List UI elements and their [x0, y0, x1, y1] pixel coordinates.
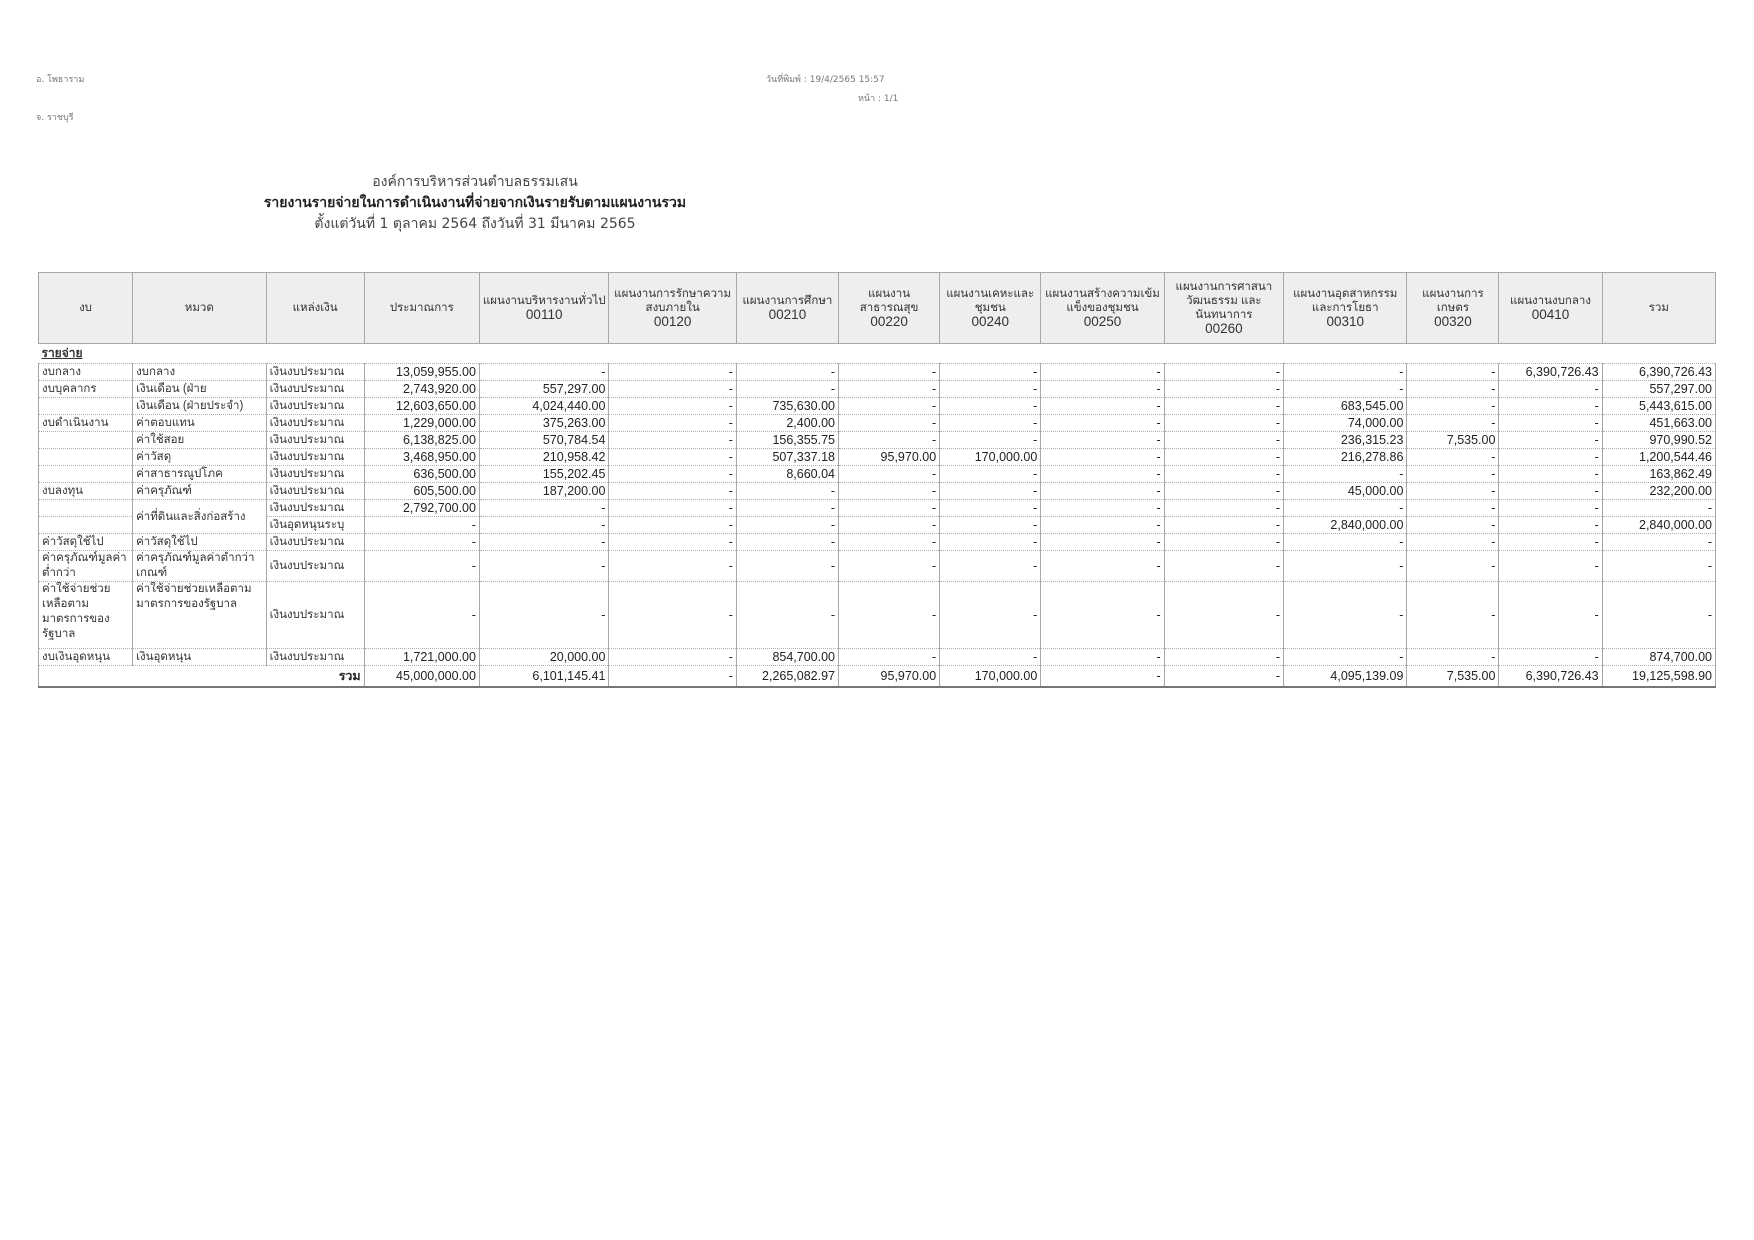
table-row	[39, 582, 1716, 649]
col-header-00410: แผนงานงบกลาง 00410	[1499, 273, 1602, 344]
cell-category: ค่าตอบแทน	[133, 415, 267, 432]
cell-group	[39, 500, 133, 517]
cell-value: -	[839, 432, 940, 449]
col-header-estimate: ประมาณการ	[364, 273, 479, 344]
cell-value: -	[940, 415, 1041, 432]
cell-value: -	[1041, 381, 1164, 398]
cell-value: -	[1284, 649, 1407, 666]
org-name: องค์การบริหารส่วนตำบลธรรมเสน	[372, 174, 578, 190]
col-header-00250: แผนงานสร้างความเข้มแข็งของชุมชน 00250	[1041, 273, 1164, 344]
cell-source: เงินงบประมาณ	[266, 534, 364, 551]
cell-value: -	[940, 364, 1041, 381]
cell-category: ค่าวัสดุ	[133, 449, 267, 466]
cell-value: -	[479, 500, 608, 517]
cell-value: 4,024,440.00	[479, 398, 608, 415]
province-label: จ. ราชบุรี	[36, 113, 74, 123]
cell-value: -	[479, 517, 608, 534]
cell-total: 970,990.52	[1602, 432, 1715, 449]
cell-value: -	[1407, 551, 1499, 582]
cell-value: -	[839, 551, 940, 582]
cell-value: 2,792,700.00	[364, 500, 479, 517]
cell-value: -	[1164, 500, 1283, 517]
cell-value: -	[839, 517, 940, 534]
table-row	[39, 381, 1716, 398]
report-title: รายงานรายจ่ายในการดำเนินงานที่จ่ายจากเงินรายรับตามแผนงานรวม	[263, 195, 687, 211]
cell-value: 74,000.00	[1284, 415, 1407, 432]
cell-source: เงินงบประมาณ	[266, 415, 364, 432]
cell-source: เงินงบประมาณ	[266, 364, 364, 381]
cell-value: 3,468,950.00	[364, 449, 479, 466]
expense-table	[38, 272, 1716, 688]
cell-value: -	[839, 649, 940, 666]
cell-value: -	[609, 432, 736, 449]
cell-value: -	[1499, 500, 1602, 517]
cell-group: ค่าใช้จ่ายช่วยเหลือตามมาตรการของรัฐบาล	[39, 582, 133, 649]
cell-group: ค่าครุภัณฑ์มูลค่าต่ำกว่า	[39, 551, 133, 582]
cell-value: -	[1499, 483, 1602, 500]
cell-source: เงินงบประมาณ	[266, 466, 364, 483]
cell-value: -	[479, 551, 608, 582]
cell-value: -	[1164, 364, 1283, 381]
cell-value: -	[1499, 649, 1602, 666]
cell-total: -	[1602, 551, 1715, 582]
cell-value: 1,229,000.00	[364, 415, 479, 432]
cell-value: -	[736, 500, 838, 517]
cell-value: -	[940, 517, 1041, 534]
cell-value: 375,263.00	[479, 415, 608, 432]
cell-value: -	[839, 483, 940, 500]
cell-value: -	[736, 517, 838, 534]
total-value: 7,535.00	[1407, 666, 1499, 688]
table-row	[39, 432, 1716, 449]
cell-total: 5,443,615.00	[1602, 398, 1715, 415]
cell-value: -	[609, 466, 736, 483]
cell-category: ค่าใช้จ่ายช่วยเหลือตามมาตรการของรัฐบาล	[133, 582, 267, 649]
cell-group	[39, 449, 133, 466]
cell-value: 12,603,650.00	[364, 398, 479, 415]
cell-value: -	[940, 582, 1041, 649]
cell-source: เงินงบประมาณ	[266, 649, 364, 666]
total-value: 170,000.00	[940, 666, 1041, 688]
cell-value: -	[1041, 415, 1164, 432]
cell-value: -	[609, 415, 736, 432]
cell-value: -	[1164, 517, 1283, 534]
total-value: -	[1041, 666, 1164, 688]
cell-group: ค่าวัสดุใช้ไป	[39, 534, 133, 551]
cell-value: -	[940, 649, 1041, 666]
cell-group: งบกลาง	[39, 364, 133, 381]
cell-group: งบเงินอุดหนุน	[39, 649, 133, 666]
cell-value: 605,500.00	[364, 483, 479, 500]
cell-category: ค่าครุภัณฑ์	[133, 483, 267, 500]
cell-value: 735,630.00	[736, 398, 838, 415]
cell-value: -	[940, 534, 1041, 551]
cell-value: -	[1407, 449, 1499, 466]
table-row	[39, 500, 1716, 517]
col-header-source: แหล่งเงิน	[266, 273, 364, 344]
cell-value: -	[1041, 500, 1164, 517]
cell-value: -	[736, 551, 838, 582]
total-value: 6,101,145.41	[479, 666, 608, 688]
cell-value: -	[609, 649, 736, 666]
total-value: 6,390,726.43	[1499, 666, 1602, 688]
cell-value: -	[1284, 534, 1407, 551]
cell-value: -	[609, 534, 736, 551]
cell-value: -	[1041, 449, 1164, 466]
cell-value: 95,970.00	[839, 449, 940, 466]
print-date: วันที่พิมพ์ : 19/4/2565 15:57	[766, 75, 885, 85]
col-header-category: หมวด	[133, 273, 267, 344]
col-header-00120: แผนงานการรักษาความสงบภายใน 00120	[609, 273, 736, 344]
cell-value: -	[940, 551, 1041, 582]
cell-value: -	[1164, 415, 1283, 432]
cell-value: -	[609, 551, 736, 582]
cell-value: -	[479, 582, 608, 649]
cell-value: -	[1407, 466, 1499, 483]
cell-value: -	[736, 534, 838, 551]
cell-value: -	[1041, 534, 1164, 551]
cell-value: -	[1164, 483, 1283, 500]
cell-value: 2,743,920.00	[364, 381, 479, 398]
cell-value: 210,958.42	[479, 449, 608, 466]
total-value: 95,970.00	[839, 666, 940, 688]
section-row	[39, 344, 1716, 364]
cell-category: งบกลาง	[133, 364, 267, 381]
cell-value: -	[609, 483, 736, 500]
cell-value: -	[940, 483, 1041, 500]
cell-value: -	[736, 381, 838, 398]
col-header-00110: แผนงานบริหารงานทั่วไป 00110	[479, 273, 608, 344]
cell-value: -	[940, 381, 1041, 398]
cell-source: เงินงบประมาณ	[266, 483, 364, 500]
cell-total: -	[1602, 534, 1715, 551]
total-label: รวม	[39, 666, 365, 688]
cell-group	[39, 432, 133, 449]
cell-value: -	[1284, 381, 1407, 398]
cell-group: งบดำเนินงาน	[39, 415, 133, 432]
cell-category: เงินเดือน (ฝ่ายประจำ)	[133, 398, 267, 415]
cell-value: -	[839, 582, 940, 649]
cell-value: -	[364, 551, 479, 582]
cell-value: -	[839, 381, 940, 398]
cell-value: -	[1041, 551, 1164, 582]
cell-value: -	[1499, 517, 1602, 534]
cell-total: 232,200.00	[1602, 483, 1715, 500]
cell-value: -	[940, 432, 1041, 449]
cell-total: 451,663.00	[1602, 415, 1715, 432]
cell-value: 683,545.00	[1284, 398, 1407, 415]
cell-value: -	[839, 466, 940, 483]
cell-value: -	[479, 364, 608, 381]
cell-value: 6,390,726.43	[1499, 364, 1602, 381]
col-header-total: รวม	[1602, 273, 1715, 344]
cell-value: -	[609, 500, 736, 517]
cell-value: -	[609, 398, 736, 415]
cell-value: -	[1041, 364, 1164, 381]
total-value: 2,265,082.97	[736, 666, 838, 688]
cell-value: -	[1407, 381, 1499, 398]
cell-group	[39, 466, 133, 483]
table-row	[39, 364, 1716, 381]
total-value: 45,000,000.00	[364, 666, 479, 688]
cell-value: -	[940, 398, 1041, 415]
col-header-00210: แผนงานการศึกษา 00210	[736, 273, 838, 344]
page-number: หน้า : 1/1	[858, 94, 899, 104]
cell-total: 874,700.00	[1602, 649, 1715, 666]
cell-value: -	[479, 534, 608, 551]
cell-value: -	[1164, 449, 1283, 466]
cell-value: 557,297.00	[479, 381, 608, 398]
cell-value: -	[736, 483, 838, 500]
cell-value: -	[609, 517, 736, 534]
table-row	[39, 415, 1716, 432]
cell-group: งบบุคลากร	[39, 381, 133, 398]
cell-value: -	[1164, 551, 1283, 582]
table-row	[39, 649, 1716, 666]
cell-value: 8,660.04	[736, 466, 838, 483]
cell-value: 45,000.00	[1284, 483, 1407, 500]
cell-value: -	[1499, 381, 1602, 398]
cell-value: 216,278.86	[1284, 449, 1407, 466]
cell-value: -	[1164, 398, 1283, 415]
cell-value: -	[1407, 582, 1499, 649]
cell-value: -	[1499, 582, 1602, 649]
cell-category: ค่าสาธารณูปโภค	[133, 466, 267, 483]
total-row	[39, 666, 1716, 688]
total-value: -	[1164, 666, 1283, 688]
cell-source: เงินงบประมาณ	[266, 551, 364, 582]
cell-value: -	[1041, 483, 1164, 500]
cell-category: เงินเดือน (ฝ่าย	[133, 381, 267, 398]
table-row	[39, 466, 1716, 483]
cell-total: 6,390,726.43	[1602, 364, 1715, 381]
cell-value: 236,315.23	[1284, 432, 1407, 449]
section-label: รายจ่าย	[41, 346, 83, 360]
cell-total: -	[1602, 500, 1715, 517]
cell-value: -	[1041, 517, 1164, 534]
cell-value: 1,721,000.00	[364, 649, 479, 666]
cell-value: 636,500.00	[364, 466, 479, 483]
total-value: 4,095,139.09	[1284, 666, 1407, 688]
cell-value: -	[1499, 415, 1602, 432]
cell-value: -	[940, 466, 1041, 483]
table-row	[39, 398, 1716, 415]
cell-value: 187,200.00	[479, 483, 608, 500]
cell-source: เงินงบประมาณ	[266, 500, 364, 517]
cell-value: -	[1499, 466, 1602, 483]
cell-value: 2,840,000.00	[1284, 517, 1407, 534]
cell-value: -	[364, 534, 479, 551]
cell-value: -	[364, 582, 479, 649]
cell-value: -	[1407, 500, 1499, 517]
table-row	[39, 483, 1716, 500]
col-header-00320: แผนงานการเกษตร 00320	[1407, 273, 1499, 344]
cell-value: -	[1164, 534, 1283, 551]
cell-value: -	[1407, 517, 1499, 534]
header-row	[39, 273, 1716, 344]
cell-value: -	[1499, 534, 1602, 551]
cell-value: -	[1284, 551, 1407, 582]
cell-value: -	[609, 381, 736, 398]
cell-value: -	[1041, 582, 1164, 649]
col-header-00260: แผนงานการศาสนาวัฒนธรรม และนันทนาการ 00260	[1164, 273, 1283, 344]
cell-category: ค่าใช้สอย	[133, 432, 267, 449]
district-label: อ. โพธาราม	[36, 75, 85, 85]
cell-value: -	[1041, 432, 1164, 449]
cell-value: -	[1164, 649, 1283, 666]
total-value: -	[609, 666, 736, 688]
cell-value: -	[839, 534, 940, 551]
cell-value: -	[1164, 466, 1283, 483]
cell-value: -	[1284, 466, 1407, 483]
cell-total: 557,297.00	[1602, 381, 1715, 398]
cell-value: -	[1407, 415, 1499, 432]
cell-value: -	[736, 364, 838, 381]
cell-value: -	[1407, 534, 1499, 551]
cell-value: -	[609, 582, 736, 649]
cell-value: -	[1284, 364, 1407, 381]
cell-value: -	[839, 398, 940, 415]
cell-value: -	[1499, 432, 1602, 449]
cell-value: -	[839, 415, 940, 432]
table-row	[39, 551, 1716, 582]
cell-value: 854,700.00	[736, 649, 838, 666]
cell-source: เงินงบประมาณ	[266, 449, 364, 466]
cell-value: -	[839, 364, 940, 381]
col-header-00310: แผนงานอุตสาหกรรมและการโยธา 00310	[1284, 273, 1407, 344]
report-period: ตั้งแต่วันที่ 1 ตุลาคม 2564 ถึงวันที่ 31 มีนาคม 2565	[314, 216, 636, 232]
cell-value: 507,337.18	[736, 449, 838, 466]
cell-value: 7,535.00	[1407, 432, 1499, 449]
cell-value: -	[736, 582, 838, 649]
cell-value: 156,355.75	[736, 432, 838, 449]
cell-category: เงินอุดหนุน	[133, 649, 267, 666]
cell-value: -	[1164, 381, 1283, 398]
table-row	[39, 534, 1716, 551]
cell-value: 170,000.00	[940, 449, 1041, 466]
cell-source: เงินอุดหนุนระบุ	[266, 517, 364, 534]
cell-group	[39, 517, 133, 534]
cell-source: เงินงบประมาณ	[266, 381, 364, 398]
cell-value: 155,202.45	[479, 466, 608, 483]
cell-total: 163,862.49	[1602, 466, 1715, 483]
cell-source: เงินงบประมาณ	[266, 582, 364, 649]
cell-value: -	[839, 500, 940, 517]
cell-value: 570,784.54	[479, 432, 608, 449]
cell-category: ค่าวัสดุใช้ไป	[133, 534, 267, 551]
cell-value: -	[1407, 649, 1499, 666]
cell-total: 1,200,544.46	[1602, 449, 1715, 466]
cell-category: ค่าที่ดินและสิ่งก่อสร้าง	[133, 500, 267, 534]
cell-source: เงินงบประมาณ	[266, 398, 364, 415]
cell-value: -	[940, 500, 1041, 517]
cell-group: งบลงทุน	[39, 483, 133, 500]
cell-value: -	[1041, 649, 1164, 666]
cell-value: -	[1499, 551, 1602, 582]
report-titles	[240, 172, 710, 235]
cell-value: 20,000.00	[479, 649, 608, 666]
cell-source: เงินงบประมาณ	[266, 432, 364, 449]
table-row	[39, 449, 1716, 466]
cell-value: -	[1407, 398, 1499, 415]
cell-category: ค่าครุภัณฑ์มูลค่าต่ำกว่าเกณฑ์	[133, 551, 267, 582]
cell-value: -	[1499, 398, 1602, 415]
cell-value: -	[1164, 582, 1283, 649]
cell-value: -	[1284, 500, 1407, 517]
cell-value: 2,400.00	[736, 415, 838, 432]
cell-value: -	[1407, 364, 1499, 381]
col-header-00220: แผนงานสาธารณสุข 00220	[839, 273, 940, 344]
cell-value: -	[1041, 398, 1164, 415]
cell-value: 6,138,825.00	[364, 432, 479, 449]
cell-value: -	[364, 517, 479, 534]
col-header-budget: งบ	[39, 273, 133, 344]
cell-value: -	[609, 364, 736, 381]
cell-value: 13,059,955.00	[364, 364, 479, 381]
cell-value: -	[1499, 449, 1602, 466]
cell-value: -	[1164, 432, 1283, 449]
cell-value: -	[1284, 582, 1407, 649]
cell-value: -	[609, 449, 736, 466]
cell-value: -	[1041, 466, 1164, 483]
cell-value: -	[1407, 483, 1499, 500]
cell-total: -	[1602, 582, 1715, 649]
col-header-00240: แผนงานเคหะและชุมชน 00240	[940, 273, 1041, 344]
table-row	[39, 517, 1716, 534]
cell-group	[39, 398, 133, 415]
grand-total: 19,125,598.90	[1602, 666, 1715, 688]
cell-total: 2,840,000.00	[1602, 517, 1715, 534]
